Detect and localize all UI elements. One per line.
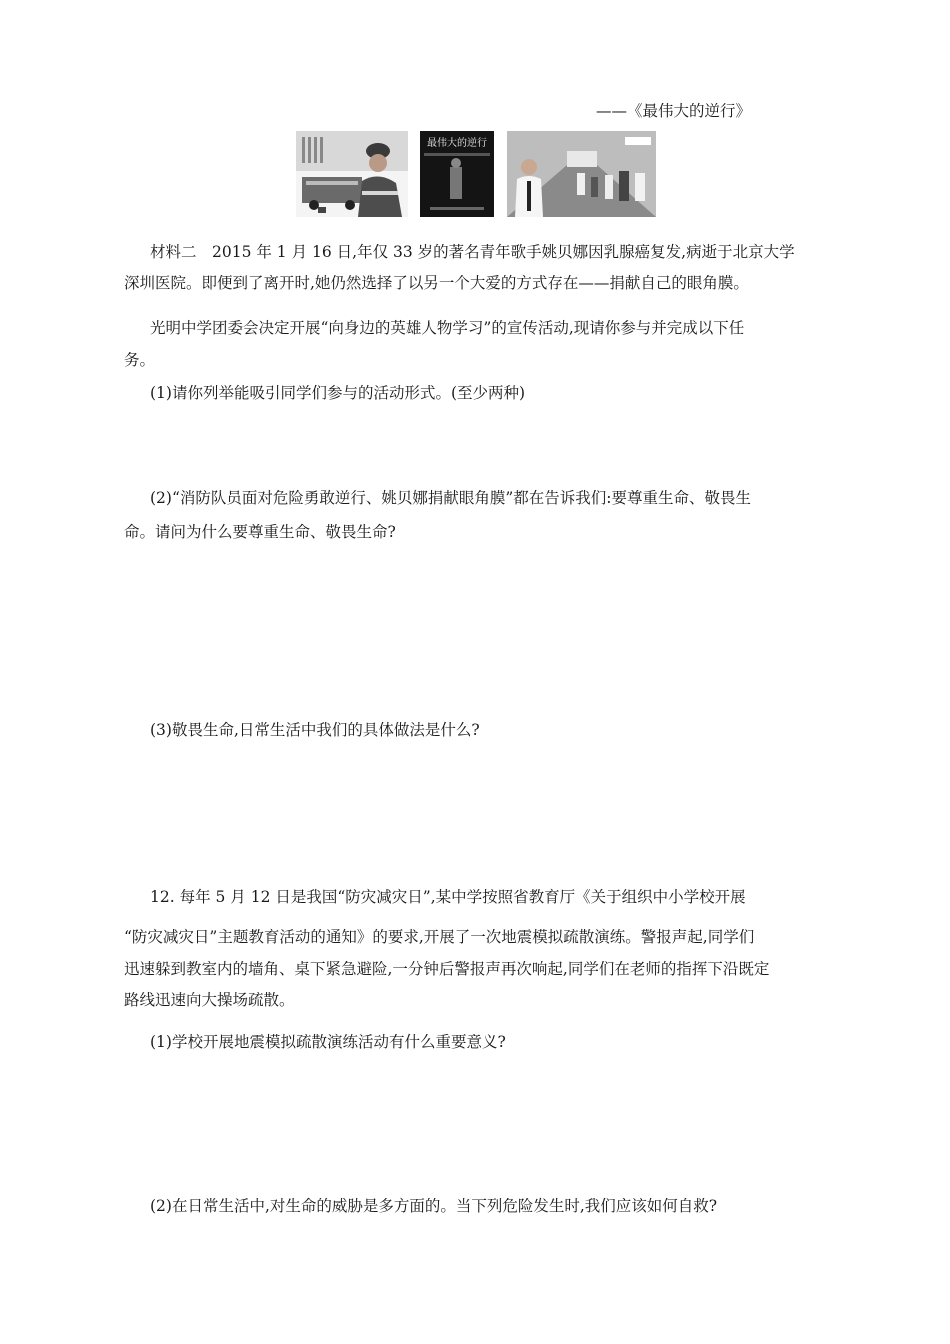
- q12-line4: 路线迅速向大操场疏散。: [124, 991, 295, 1009]
- q11-part3: (3)敬畏生命,日常生活中我们的具体做法是什么?: [150, 721, 480, 739]
- q11-part1: (1)请你列举能吸引同学们参与的活动形式。(至少两种): [150, 384, 526, 402]
- q11-part2-line2: 命。请问为什么要尊重生命、敬畏生命?: [124, 523, 396, 541]
- task-intro-line1: 光明中学团委会决定开展“向身边的英雄人物学习”的宣传活动,现请你参与并完成以下任: [150, 319, 745, 337]
- q12-part1: (1)学校开展地震模拟疏散演练活动有什么重要意义?: [150, 1033, 506, 1051]
- poster-title: 最伟大的逆行: [427, 138, 487, 149]
- q11-part2-line1: (2)“消防队员面对危险勇敢逆行、姚贝娜捐献眼角膜”都在告诉我们:要尊重生命、敬畏生: [150, 489, 752, 507]
- material2-line1: 材料二 2015 年 1 月 16 日,年仅 33 岁的著名青年歌手姚贝娜因乳腺癌复发,病逝于北京大学: [150, 243, 795, 261]
- material2-line2: 深圳医院。即便到了离开时,她仍然选择了以另一个大爱的方式存在——捐献自己的眼角膜。: [124, 274, 749, 292]
- firefighter-tribute-image: [296, 131, 408, 217]
- q12-line2: “防灾减灾日”主题教育活动的通知》的要求,开展了一次地震模拟疏散演练。警报声起,同学们: [124, 928, 755, 946]
- movie-poster-image: [420, 131, 494, 217]
- source-credit: ——《最伟大的逆行》: [596, 102, 752, 120]
- task-intro-line2: 务。: [124, 351, 156, 369]
- q12-line1: 12. 每年 5 月 12 日是我国“防灾减灾日”,某中学按照省教育厅《关于组织中小学校开展: [150, 888, 746, 906]
- tunnel-firefighters-image: [507, 131, 656, 217]
- q12-line3: 迅速躲到教室内的墙角、桌下紧急避险,一分钟后警报声再次响起,同学们在老师的指挥下沿既定: [124, 960, 770, 978]
- q12-part2: (2)在日常生活中,对生命的威胁是多方面的。当下列危险发生时,我们应该如何自救?: [150, 1197, 718, 1215]
